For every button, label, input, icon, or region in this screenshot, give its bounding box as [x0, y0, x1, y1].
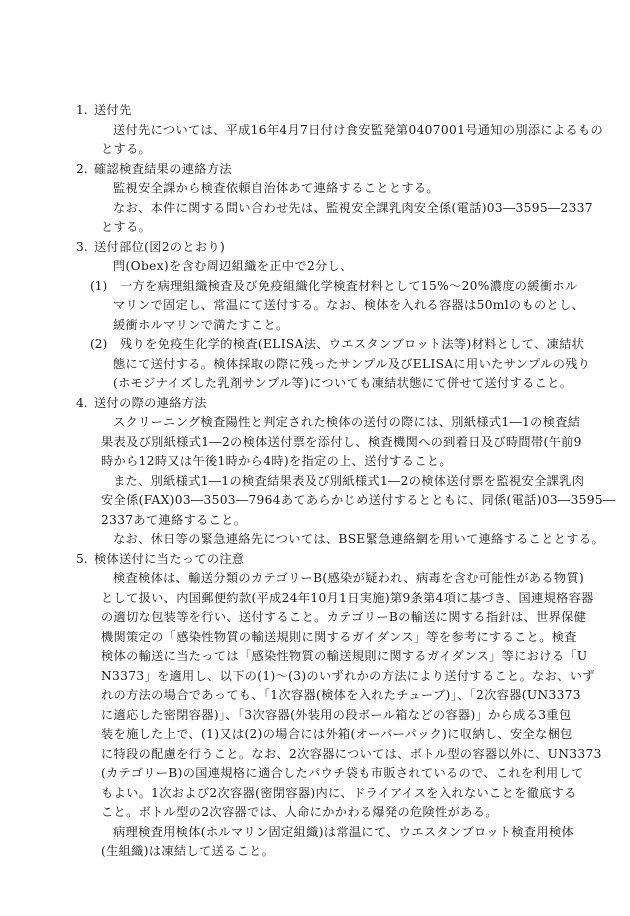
paragraph-line: 病理検査用検体(ホルマリン固定組織)は常温にて、ウエスタンブロット検査用検体: [113, 825, 575, 839]
paragraph-line: なお、本件に関する問い合わせ先は、監視安全課乳肉安全係(電話)03―3595―2337: [113, 201, 593, 215]
section-number: 4.: [76, 396, 88, 410]
paragraph-line: に適応した密閉容器)」、「3次容器(外装用の段ボール箱などの容器)」から成る3重包: [101, 708, 572, 722]
paragraph-line: 態にて送付する。検体採取の際に残ったサンプル及びELISAに用いたサンプルの残り: [113, 357, 591, 371]
paragraph-line: 果表及び別紙様式1―2の検体送付票を添付し、検査機関への到着日及び時間帯(午前9: [101, 435, 582, 449]
section-heading: 送付の際の連絡方法: [94, 396, 207, 410]
paragraph-line: 安全係(FAX)03―3503―7964あてあらかじめ送付するとともに、同係(電話)03―3595―: [101, 493, 616, 507]
paragraph-line: 装を施した上で、(1)又は(2)の場合には外箱(オーバーパック)に収納し、安全な梱包: [101, 727, 573, 741]
paragraph-line: とする。: [101, 220, 152, 234]
section-number: 3.: [76, 240, 88, 254]
paragraph-line: 機関策定の「感染性物質の輸送規則に関するガイダンス」等を参考にすること。検査: [101, 630, 577, 644]
item-marker: (2): [90, 337, 108, 351]
paragraph-line: なお、休日等の緊急連絡先については、BSE緊急連絡網を用いて連絡することとする。: [113, 532, 604, 546]
paragraph-line: れの方法の場合であっても、「1次容器(検体を入れたチューブ)」、「2次容器(UN3373: [101, 688, 581, 702]
section-heading: 送付部位(図2のとおり): [94, 240, 226, 254]
section-heading: 送付先: [94, 103, 132, 117]
paragraph-line: もよい。1次および2次容器(密閉容器)内に、ドライアイスを入れないことを徹底する: [101, 786, 577, 800]
paragraph-line: (カテゴリーB)の国連規格に適合したパウチ袋も市販されているので、これを利用して: [101, 766, 584, 780]
paragraph-line: また、別紙様式1―1の検査結果表及び別紙様式1―2の検体送付票を監視安全課乳肉: [113, 474, 585, 488]
section-heading: 確認検査結果の連絡方法: [94, 162, 232, 176]
paragraph-line: マリンで固定し、常温にて送付する。なお、検体を入れる容器は50mlのものとし、: [113, 298, 585, 312]
paragraph-line: 閂(Obex)を含む周辺組織を正中で2分し、: [113, 259, 353, 273]
paragraph-line: に特段の配慮を行うこと。なお、2次容器については、ボトル型の容器以外に、UN3373: [101, 747, 602, 761]
paragraph-line: 監視安全課から検査依頼自治体あて連絡することとする。: [113, 181, 439, 195]
paragraph-line: の適切な包装等を行い、送付すること。カテゴリーBの輸送に関する指針は、世界保健: [101, 610, 587, 624]
paragraph-line: 緩衝ホルマリンで満たすこと。: [113, 318, 289, 332]
section-number: 5.: [76, 552, 88, 566]
paragraph-line: 2337あて連絡すること。: [101, 513, 247, 527]
paragraph-line: とする。: [101, 142, 152, 156]
paragraph-line: (生組織)は凍結して送ること。: [101, 844, 275, 858]
section-heading: 検体送付に当たっての注意: [94, 552, 245, 566]
paragraph-line: N3373」を適用し、以下の(1)～(3)のいずれかの方法により送付すること。なお、いず: [101, 669, 595, 683]
paragraph-line: 検査検体は、輸送分類のカテゴリーB(感染が疑われ、病毒を含む可能性がある物質): [113, 571, 585, 585]
paragraph-line: こと。ボトル型の2次容器では、人命にかかわる爆発の危険性がある。: [101, 805, 498, 819]
paragraph-line: として扱い、内国郵便約款(平成24年10月1日実施)第9条第4項に基づき、国連規格容器: [101, 591, 594, 605]
paragraph-line: 時から12時又は午後1時から4時)を指定の上、送付すること。: [101, 454, 452, 468]
section-number: 2.: [76, 162, 88, 176]
paragraph-line: (ホモジナイズした乳剤サンプル等)についても凍結状態にて併せて送付すること。: [113, 376, 573, 390]
paragraph-line: 一方を病理組織検査及び免疫組織化学検査材料として15%～20%濃度の緩衝ホル: [120, 279, 578, 293]
section-number: 1.: [76, 103, 88, 117]
paragraph-line: 検体の輸送に当たっては「感染性物質の輸送規則に関するガイダンス」等における「U: [101, 649, 588, 663]
paragraph-line: 残りを免疫生化学的検査(ELISA法、ウエスタンブロット法等)材料として、凍結状: [120, 337, 585, 351]
paragraph-line: スクリーニング検査陽性と判定された検体の送付の際には、別紙様式1―1の検査結: [113, 415, 581, 429]
paragraph-line: 送付先については、平成16年4月7日付け食安監発第0407001号通知の別添によるもの: [113, 123, 604, 137]
item-marker: (1): [90, 279, 108, 293]
